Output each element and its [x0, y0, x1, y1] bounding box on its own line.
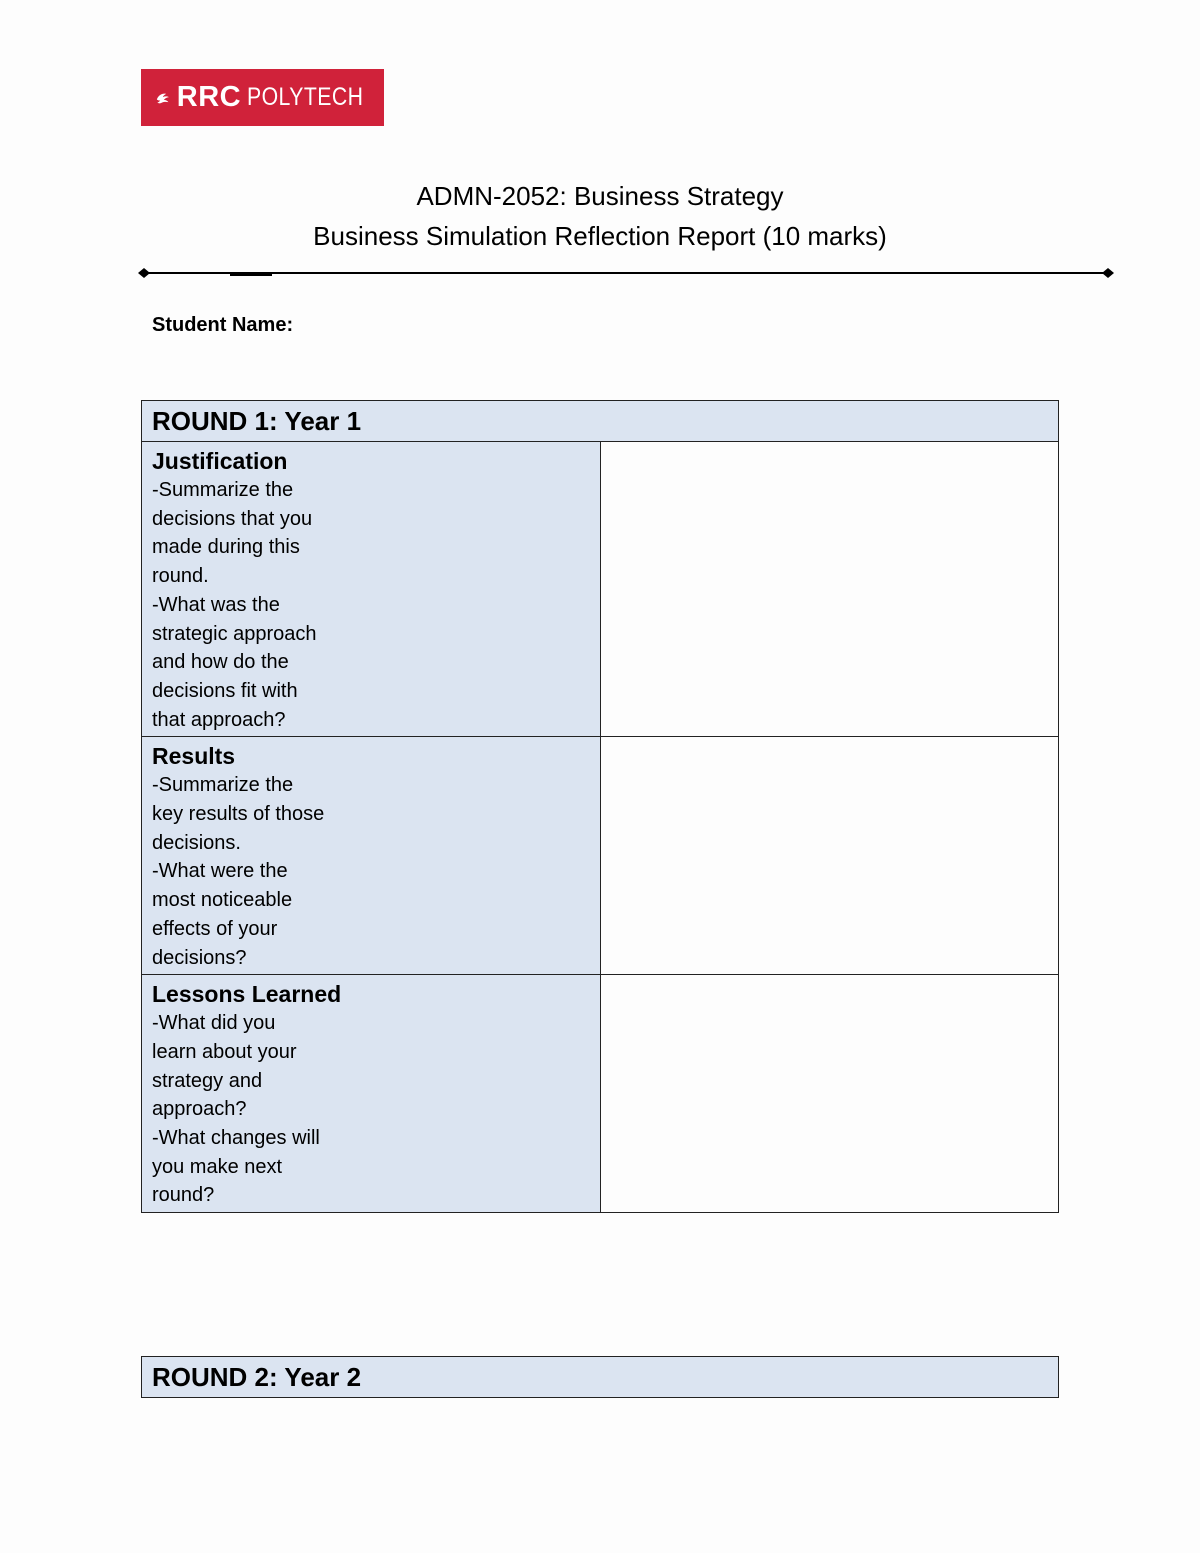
lessons-learned-label-cell [142, 975, 601, 1213]
document-title [0, 176, 1200, 256]
round-1-header: ROUND 1: Year 1 [142, 401, 1059, 442]
lessons-learned-line: approach? [152, 1098, 247, 1121]
justification-line: and how do the [152, 651, 289, 674]
justification-title: Justification [152, 448, 288, 474]
section-row-results [142, 737, 1059, 975]
round-1-table [141, 400, 1059, 1213]
results-line: key results of those [152, 803, 325, 826]
lessons-learned-line: strategy and [152, 1069, 263, 1092]
course-title: ADMN-2052: Business Strategy [416, 181, 784, 211]
lessons-learned-line: you make next [152, 1155, 283, 1178]
logo-suffix: POLYTECH [247, 83, 364, 111]
results-title: Results [152, 743, 236, 770]
justification-line: -Summarize the [152, 479, 294, 501]
results-line: effects of your [152, 917, 278, 940]
student-name-label: Student Name: [152, 314, 294, 336]
lessons-learned-line: -What did you [152, 1012, 276, 1035]
justification-line: decisions fit with [152, 679, 298, 702]
results-line: decisions? [152, 946, 247, 969]
lessons-learned-line: learn about your [152, 1040, 297, 1063]
title-divider [138, 266, 1114, 280]
results-line: most noticeable [152, 889, 293, 912]
justification-line: that approach? [152, 708, 286, 731]
section-row-justification [142, 442, 1059, 737]
results-label-cell [142, 737, 601, 975]
results-line: -What were the [152, 860, 288, 883]
divider-right-diamond [1102, 268, 1114, 278]
results-line: -Summarize the [152, 774, 294, 797]
justification-line: decisions that you [152, 507, 313, 530]
round-2-header: ROUND 2: Year 2 [142, 1357, 1059, 1398]
logo-brand: RRC [176, 81, 242, 113]
rrc-polytech-logo [141, 69, 384, 126]
round-2-table [141, 1356, 1059, 1398]
bird-crest-icon [155, 81, 171, 115]
justification-line: made during this [152, 536, 300, 559]
justification-answer-field[interactable] [600, 442, 1059, 737]
lessons-learned-line: -What changes will [152, 1127, 320, 1150]
section-row-lessons-learned [142, 975, 1059, 1213]
lessons-learned-line: round? [152, 1184, 215, 1207]
lessons-learned-answer-field[interactable] [600, 975, 1059, 1213]
justification-line: strategic approach [152, 622, 317, 645]
justification-line: -What was the [152, 593, 280, 616]
justification-line: round. [152, 565, 209, 588]
lessons-learned-title: Lessons Learned [152, 981, 342, 1008]
report-title: Business Simulation Reflection Report (10 marks) [313, 221, 887, 251]
justification-label-cell [142, 442, 601, 737]
results-answer-field[interactable] [600, 737, 1059, 975]
results-line: decisions. [152, 831, 241, 854]
